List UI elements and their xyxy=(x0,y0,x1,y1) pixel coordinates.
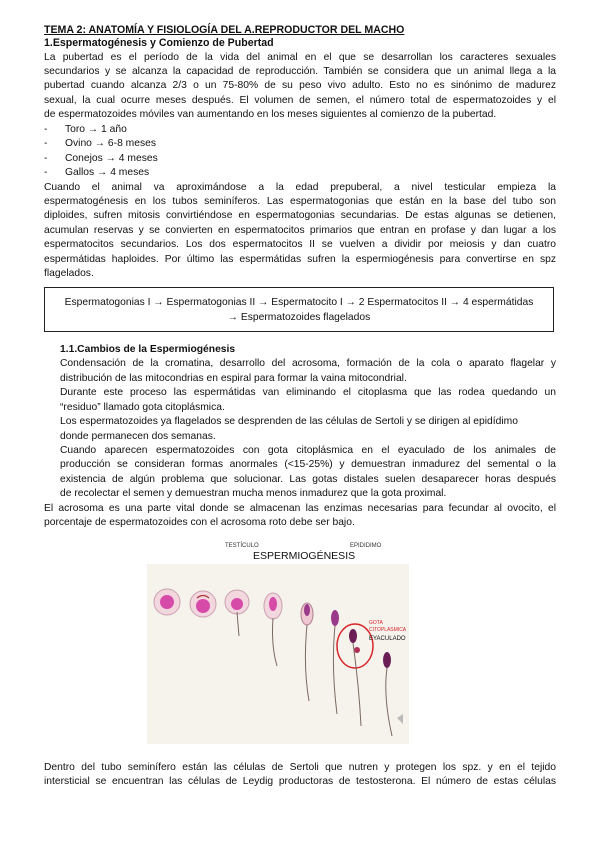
list-item: - Toro → 1 año xyxy=(44,124,127,135)
paragraph-line: espermátidas haploides. Por último las espermátidas sufren la espermiogénesis para convertirse en spz xyxy=(44,254,556,265)
list-item-text: Gallos → 4 meses xyxy=(65,167,150,178)
paragraph-line: existencia de algún problema que solucionar. Las gotas distales suelen desaparecer horas después xyxy=(60,474,556,485)
paragraph-line: de espermatozoides móviles van aumentando en los meses siguientes al comienzo de la pubertad. xyxy=(44,109,497,120)
paragraph-line: distribución de las mitocondrias en espiral para formar la vaina mitocondrial. xyxy=(60,373,407,384)
list-item: - Ovino → 6-8 meses xyxy=(44,138,156,149)
list-item: - Conejos → 4 meses xyxy=(44,153,158,164)
espermiogenesis-figure xyxy=(147,536,409,744)
espermiogenesis-illustration xyxy=(147,536,409,744)
label-epididimo: EPIDIDIMO xyxy=(350,543,382,549)
paragraph-line: acumulan reservas y se convierten en espermatocitos primarios que entran en profase y dan lugar a los xyxy=(44,225,556,236)
paragraph-line: flagelados. xyxy=(44,268,94,279)
paragraph-line: Condensación de la cromatina, desarrollo del acrosoma, formación de la cola o aparato flagelar y xyxy=(60,358,556,369)
paragraph-line: sexual, la cual ocurre meses después. El volumen de semen, el número total de espermatozoides y el xyxy=(44,95,556,106)
list-item: - Gallos → 4 meses xyxy=(44,167,150,178)
paragraph-line: La pubertad es el período de la vida del animal en el que se desarrollan los caracteres sexuales xyxy=(44,52,556,63)
document-title: TEMA 2: ANATOMÍA Y FISIOLOGÍA DEL A.REPRODUCTOR DEL MACHO xyxy=(44,24,405,36)
label-gota-citoplasmica: CITOPLASMICA xyxy=(369,627,407,633)
paragraph-line: pubertad cuando alcanza 2/3 o un 75-80% de su peso vivo adulto. Esto no es sinónimo de madurez xyxy=(44,80,556,91)
paragraph-line: intersticial se encuentran las células de Leydig productoras de testosterona. El número de estas células xyxy=(44,776,556,787)
paragraph-line: diploides, sufren mitosis convirtiéndose en espermatogonias secundarias. De estas algunas se detienen, xyxy=(44,210,556,221)
paragraph-line: de recolectar el semen y demuestran mucha menos inmadurez que la gota proximal. xyxy=(60,488,447,499)
sequence-box xyxy=(44,287,554,332)
label-eyaculado: EYACULADO xyxy=(369,636,406,642)
section-heading-espermatogenesis: 1.Espermatogénesis y Comienzo de Pubertad xyxy=(44,37,274,49)
figure-background xyxy=(147,564,409,744)
subsection-heading-espermiogenesis: 1.1.Cambios de la Espermiogénesis xyxy=(60,344,236,355)
paragraph-line: “residuo” llamado gota citoplásmica. xyxy=(60,402,225,413)
label-gota: GOTA xyxy=(369,620,383,626)
paragraph-line: secundarios y se alcanza la capacidad de reproducción. También se considera que un animal llega a la xyxy=(44,66,556,77)
paragraph-line: Cuando el animal va aproximándose a la edad prepuberal, a nivel testicular empieza la xyxy=(44,182,556,193)
paragraph-line: donde permanecen dos semanas. xyxy=(60,431,216,442)
label-espermiogenesis: ESPERMIOGÉNESIS xyxy=(253,550,356,562)
paragraph-line: porcentaje de espermatozoides con el acrosoma roto debe ser bajo. xyxy=(44,517,355,528)
paragraph-line: espermatocitos secundarios. Los dos espermatocitos II se vuelven a dividir por meiosis y dan cuatro xyxy=(44,239,556,250)
paragraph-line: producción se consideran formas anormales (<15-25%) y demuestran inmadurez del semental o la xyxy=(60,459,556,470)
espermatida-stage-2 xyxy=(190,591,216,617)
list-item-text: Conejos → 4 meses xyxy=(65,153,158,164)
sequence-line: → Espermatozoides flagelados xyxy=(227,312,371,323)
paragraph-line: El acrosoma es una parte vital donde se almacenan las enzimas necesarias para fecundar al ovocito, el xyxy=(44,503,556,514)
paragraph-line: espermatogénesis en los tubos seminíferos. Las espermatogonias que están en la base del tubo son xyxy=(44,196,556,207)
sequence-line: Espermatogonias I → Espermatogonias II → Espermatocito I → 2 Espermatocitos II → 4 espermátidas xyxy=(64,297,534,308)
label-testiculo: TESTÍCULO xyxy=(225,543,259,549)
paragraph-line: Dentro del tubo seminífero están las células de Sertoli que nutren y protegen los spz. y en el tejido xyxy=(44,762,556,773)
espermatida-stage-1 xyxy=(154,589,180,615)
paragraph-line: Cuando aparecen espermatozoides con gota citoplásmica en el eyaculado de los animales de xyxy=(60,445,556,456)
paragraph-line: Durante este proceso las espermátidas van eliminando el citoplasma que las rodea quedando un xyxy=(60,387,556,398)
list-item-text: Toro → 1 año xyxy=(65,124,127,135)
list-item-text: Ovino → 6-8 meses xyxy=(65,138,156,149)
paragraph-line: Los espermatozoides ya flagelados se desprenden de las células de Sertoli y se dirigen al epidídimo xyxy=(60,416,518,427)
